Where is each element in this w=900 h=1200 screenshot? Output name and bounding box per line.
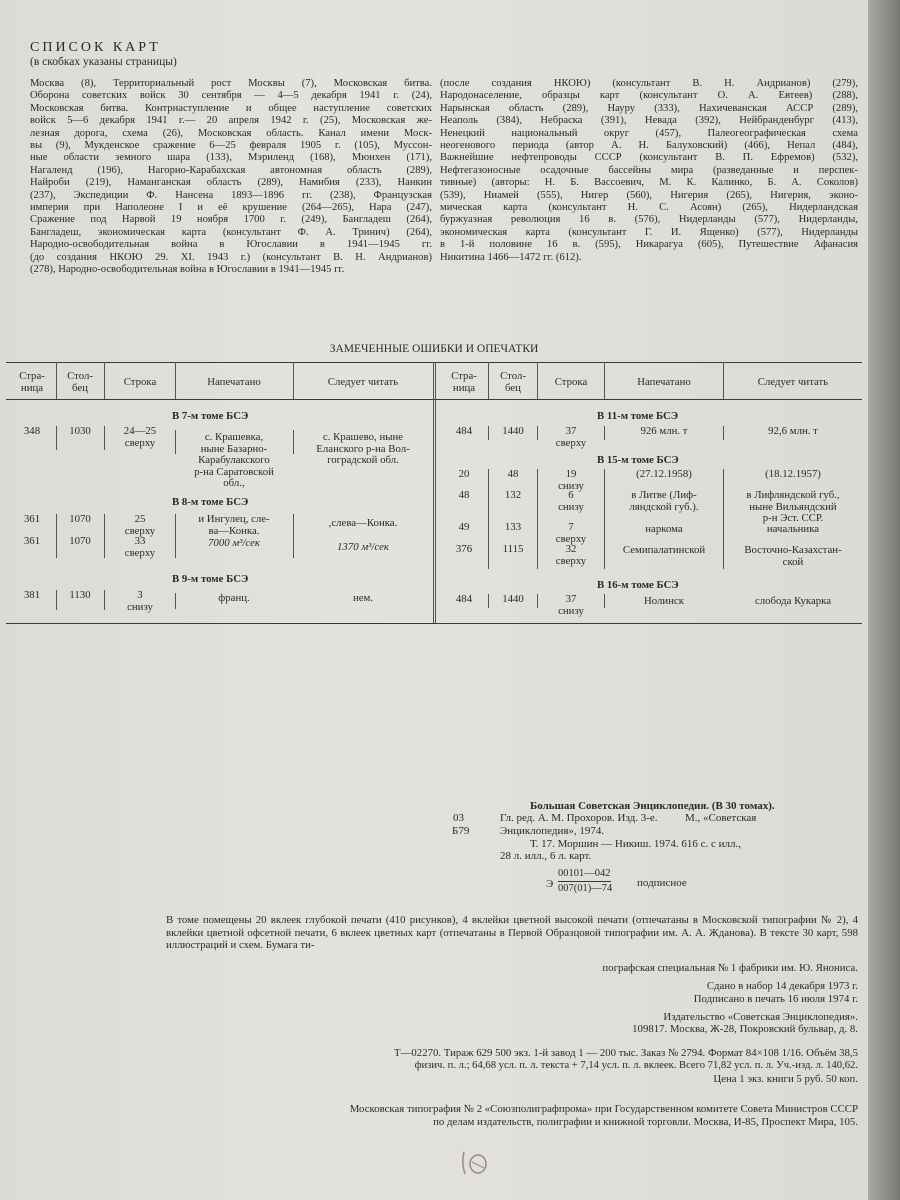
maps-list-line: ные области земного шара (133), Мэриленд (168), Мюнхен (171),: [30, 152, 432, 164]
cell-divider: [104, 426, 105, 450]
cell-should-read: 1370 м³/сек: [337, 541, 389, 553]
volume-heading: В 15-м томе БСЭ: [597, 454, 679, 466]
maps-list-line: Нагаленд (196), Нагорно-Карабахская автономная область (289),: [30, 164, 432, 176]
cell-divider: [56, 590, 57, 610]
maps-list-line: в 1-й половине 16 в. (595), Никарагуа (605), Путешествие Афанасия: [440, 239, 858, 251]
cell-page: 376: [455, 543, 473, 555]
cell-divider: [56, 426, 57, 450]
maps-list-subtitle: (в скобках указаны страницы): [30, 56, 177, 68]
cell-divider: [723, 426, 724, 440]
maps-list-line: Никитина 1466—1472 гг. (612).: [440, 251, 582, 263]
tech-line: Т—02270. Тираж 629 500 экз. 1-й завод 1 — 200 тыс. Заказ № 2794. Формат 84×108 1/16. Объём 38,5: [394, 1047, 858, 1059]
maps-list-line: войск 5—6 декабря 1941 г.— 20 апреля 1942 г. (25), Московская же-: [30, 115, 432, 127]
bbk-code: Б79: [452, 825, 470, 837]
cell-page: 484: [455, 593, 473, 605]
cell-line: 3 снизу: [127, 589, 153, 613]
header-divider: [604, 362, 605, 399]
volume-heading: В 8-м томе БСЭ: [172, 496, 249, 508]
cell-should-read: 92,6 млн. т: [768, 425, 818, 437]
cell-divider: [175, 514, 176, 558]
cell-divider: [604, 426, 605, 440]
header-should-read: Следует читать: [327, 376, 399, 388]
cell-column: 132: [504, 489, 522, 501]
maps-list-line: (539), Ниамей (555), Нигер (560), Нигерия (265), Нигерия, эконо-: [440, 189, 858, 201]
cell-column: 1440: [502, 593, 524, 605]
header-divider: [537, 362, 538, 399]
maps-list-line: Неаполь (384), Небраска (391), Невада (392), Нейбранденбург (413),: [440, 115, 858, 127]
errata-title: ЗАМЕЧЕННЫЕ ОШИБКИ И ОПЕЧАТКИ: [329, 343, 539, 355]
cell-column: 48: [507, 468, 519, 480]
maps-list-line: Важнейшие нефтепроводы СССР (консультант В. П. Ефремов) (532),: [440, 152, 858, 164]
cell-divider: [104, 590, 105, 610]
index-prefix: Э: [546, 878, 554, 890]
cell-page: 381: [23, 589, 41, 601]
cell-page: 484: [455, 425, 473, 437]
cell-column: 1070: [69, 513, 91, 525]
cell-printed: 7000 м³/сек: [208, 537, 260, 549]
maps-list-line: Народонаселение, образцы карт (консультант О. А. Евтеев) (288),: [440, 90, 858, 102]
pencil-mark-icon: [454, 1148, 494, 1178]
book-title: Большая Советская Энциклопедия. (В 30 томах).: [530, 800, 775, 812]
cell-divider: [537, 594, 538, 608]
cell-should-read: Восточно-Казахстан- ской: [744, 544, 842, 568]
maps-list-right-column: [440, 78, 858, 264]
maps-list-line: Найроби (219), Наманганская область (289), Намибия (233), Нанкин: [30, 177, 432, 189]
cell-line: 37 снизу: [558, 593, 584, 617]
index-numerator: 00101—042: [558, 868, 611, 882]
maps-list-line: тивные) (авторы: Н. Б. Вассоевич, М. К. Калинко, Б. А. Соколов): [440, 177, 858, 189]
cell-printed: с. Крашевка, ныне Базарно- Карабулакского р-на Саратовской обл.,: [194, 431, 274, 489]
cell-column: 1070: [69, 535, 91, 547]
cell-should-read: слобода Кукарка: [754, 595, 832, 607]
cell-divider: [604, 594, 605, 608]
signed-date: Подписано в печать 16 июля 1974 г.: [693, 993, 858, 1005]
cell-line: 25 сверху: [124, 513, 156, 537]
cell-divider: [175, 593, 176, 609]
header-divider: [56, 362, 57, 399]
header-page: Стра- ница: [451, 370, 477, 394]
header-line: Строка: [554, 376, 588, 388]
cell-page: 20: [458, 468, 470, 480]
maps-list-title: СПИСОК КАРТ: [30, 40, 161, 55]
cell-should-read: ,слева—Конка.: [328, 517, 398, 529]
cell-line: 24—25 сверху: [123, 425, 157, 449]
printer-line: Московская типография № 2 «Союзполиграфпрома» при Государственном комитете Совета Министров СССР: [349, 1103, 858, 1115]
bib-line: Т. 17. Моршин — Никиш. 1974. 616 с. с илл.,: [530, 838, 742, 850]
header-column: Стол- бец: [500, 370, 526, 394]
cell-should-read: с. Крашево, ныне Еланского р-на Вол- гоградской обл.: [316, 431, 410, 466]
cell-divider: [537, 469, 538, 569]
book-edge: [868, 0, 900, 1200]
maps-list-line: Москва (8), Территориальный рост Москвы (7), Московская битва.: [30, 78, 432, 89]
errata-center-divider: [433, 362, 436, 623]
cell-line: 19 снизу: [558, 468, 584, 492]
imprint-paragraph: В томе помещены 20 вклеек глубокой печати (410 рисунков), 4 вклейки цветной высокой печати (отпечатаны в Московской типографии № 2), 4 вклейки цветной офсетной печати, 6 вклеек цветных карт (отпечатаны в Первой Образцовой типографии им. А. А. Жданова). В тексте 30 карт, 598 иллюстраций и схем. Бумага ти-: [166, 914, 858, 951]
header-divider: [488, 362, 489, 399]
cell-should-read: (18.12.1957): [765, 468, 821, 480]
maps-list-line: империя при Наполеоне I и её крушение (264—265), Нара (247),: [30, 202, 432, 214]
cell-page: 361: [23, 513, 41, 525]
cell-divider: [488, 469, 489, 569]
cell-divider: [56, 514, 57, 558]
cell-column: 1115: [502, 543, 524, 555]
tech-line: физич. п. л.; 64,68 усл. п. л. текста + 7,14 усл. п. л. вклеек. Всего 71,82 усл. п. л. Уч.-изд. л. 140,62.: [414, 1060, 858, 1071]
maps-list-left-column: [30, 78, 432, 277]
maps-list-line: Ненецкий национальный округ (457), Палеогеографическая схема: [440, 127, 858, 139]
publisher-name: Издательство «Советская Энциклопедия».: [663, 1011, 858, 1023]
maps-list-line: вы (9), Мукденское сражение 6—25 февраля 1905 г. (105), Муссон-: [30, 140, 432, 152]
cell-divider: [488, 594, 489, 608]
cell-printed: Нолинск: [643, 595, 685, 607]
header-printed: Напечатано: [637, 376, 691, 388]
bib-line: 28 л. илл., 6 л. карт.: [500, 850, 592, 862]
cell-column: 1440: [502, 425, 524, 437]
cell-should-read: нем.: [352, 592, 374, 604]
cell-page: 49: [458, 521, 470, 533]
maps-list-line: (237), Экспедиции Ф. Нансена 1893—1896 гг. (238), Французская: [30, 189, 432, 201]
maps-list-line: Сражение под Нарвой 19 ноября 1700 г. (249), Бангладеш (264),: [30, 214, 432, 226]
cell-divider: [488, 426, 489, 440]
cell-column: 1030: [69, 425, 91, 437]
cell-column: 133: [504, 521, 522, 533]
cell-printed: (27.12.1958): [636, 468, 692, 480]
cell-line: 33 сверху: [124, 535, 156, 559]
cell-line: 6 снизу: [558, 489, 584, 513]
cell-printed: и Ингулец, сле- ва—Конка.: [198, 513, 270, 537]
cell-should-read: начальника: [766, 523, 820, 535]
errata-bottom-rule: [6, 623, 862, 624]
header-printed: Напечатано: [207, 376, 261, 388]
cell-printed: 926 млн. т: [640, 425, 688, 437]
maps-list-line: Оборона советских войск 30 сентября — 4—5 декабря 1941 г. (24),: [30, 90, 432, 102]
maps-list-line: Бангладеш, экономическая карта (консультант Ф. А. Тринич) (264),: [30, 226, 432, 238]
maps-list-line: (до создания НКОЮ 29. XI. 1943 г.) (консультант В. Н. Андрианов): [30, 251, 432, 263]
maps-list-line: неогенового периода (автор А. Н. Балуховский) (466), Непал (484),: [440, 140, 858, 152]
cell-divider: [604, 469, 605, 569]
maps-list-line: Московская битва. Контрнаступление и общее наступление советских: [30, 102, 432, 114]
volume-heading: В 16-м томе БСЭ: [597, 579, 679, 591]
cell-divider: [723, 469, 724, 569]
cell-divider: [293, 430, 294, 454]
cell-page: 361: [23, 535, 41, 547]
bib-line: Энциклопедия», 1974.: [500, 825, 605, 837]
cell-printed: в Литве (Лиф- ляндской губ.).: [629, 489, 699, 513]
header-should-read: Следует читать: [757, 376, 829, 388]
cell-line: 32 сверху: [555, 543, 587, 567]
header-divider: [104, 362, 105, 399]
cell-divider: [104, 514, 105, 558]
header-page: Стра- ница: [19, 370, 45, 394]
maps-list-line: лезная дорога, схема (26), Московская область. Канал имени Моск-: [30, 127, 432, 139]
maps-list-line: Нефтегазоносные осадочные бассейны мира (разведанные и перспек-: [440, 164, 858, 176]
index-denominator: 007(01)—74: [558, 883, 613, 894]
bib-line: Гл. ред. А. М. Прохоров. Изд. 3-е. М., «Советская: [500, 812, 757, 824]
maps-list-line: Нарынская область (289), Науру (333), Нахичеванская АССР (289),: [440, 102, 858, 114]
cell-page: 348: [23, 425, 41, 437]
cell-page: 48: [458, 489, 470, 501]
printer-line: по делам издательств, полиграфии и книжной торговли. Москва, И-85, Проспект Мира, 105.: [433, 1116, 858, 1128]
header-divider: [723, 362, 724, 399]
header-column: Стол- бец: [67, 370, 93, 394]
cell-line: 37 сверху: [555, 425, 587, 449]
publisher-address: 109817. Москва, Ж-28, Покровский бульвар, д. 8.: [632, 1023, 858, 1035]
udc-code: 03: [453, 812, 464, 824]
imprint-paragraph-end: пографская специальная № 1 фабрики им. Ю. Янониса.: [602, 962, 858, 974]
maps-list-line: (278), Народно-освободительная война в Югославии в 1941—1945 гг.: [30, 264, 345, 276]
cell-printed: Семипалатинской: [622, 544, 706, 556]
header-divider: [293, 362, 294, 399]
header-divider: [175, 362, 176, 399]
typeset-date: Сдано в набор 14 декабря 1973 г.: [706, 980, 858, 992]
cell-divider: [293, 514, 294, 558]
volume-heading: В 11-м томе БСЭ: [597, 410, 679, 422]
header-line: Строка: [123, 376, 157, 388]
cell-column: 1130: [69, 589, 91, 601]
cell-printed: наркома: [645, 523, 683, 535]
maps-list-line: экономическая карта (консультант Г. И. Ященко) (577), Нидерланды: [440, 226, 858, 238]
price: Цена 1 экз. книги 5 руб. 50 коп.: [713, 1073, 858, 1085]
cell-divider: [537, 426, 538, 440]
cell-line: 7 сверху: [555, 521, 587, 545]
cell-should-read: в Лифляндской губ., ныне Вильяндский р-н Эст. ССР.: [746, 489, 840, 524]
volume-heading: В 7-м томе БСЭ: [172, 410, 249, 422]
maps-list-line: (после создания НКОЮ) (консультант В. Н. Андрианов) (279),: [440, 78, 858, 89]
volume-heading: В 9-м томе БСЭ: [172, 573, 249, 585]
subscription-note: подписное: [637, 877, 687, 889]
maps-list-line: мическая карта (консультант Н. С. Асоян) (265), Нидерландская: [440, 202, 858, 214]
maps-list-line: Народно-освободительная война в Югославии в 1941—1945 гг.: [30, 239, 432, 251]
cell-printed: франц.: [218, 592, 250, 604]
cell-divider: [175, 430, 176, 454]
maps-list-line: буржуазная революция 16 в. (576), Нидерланды (577), Нидерланды,: [440, 214, 858, 226]
